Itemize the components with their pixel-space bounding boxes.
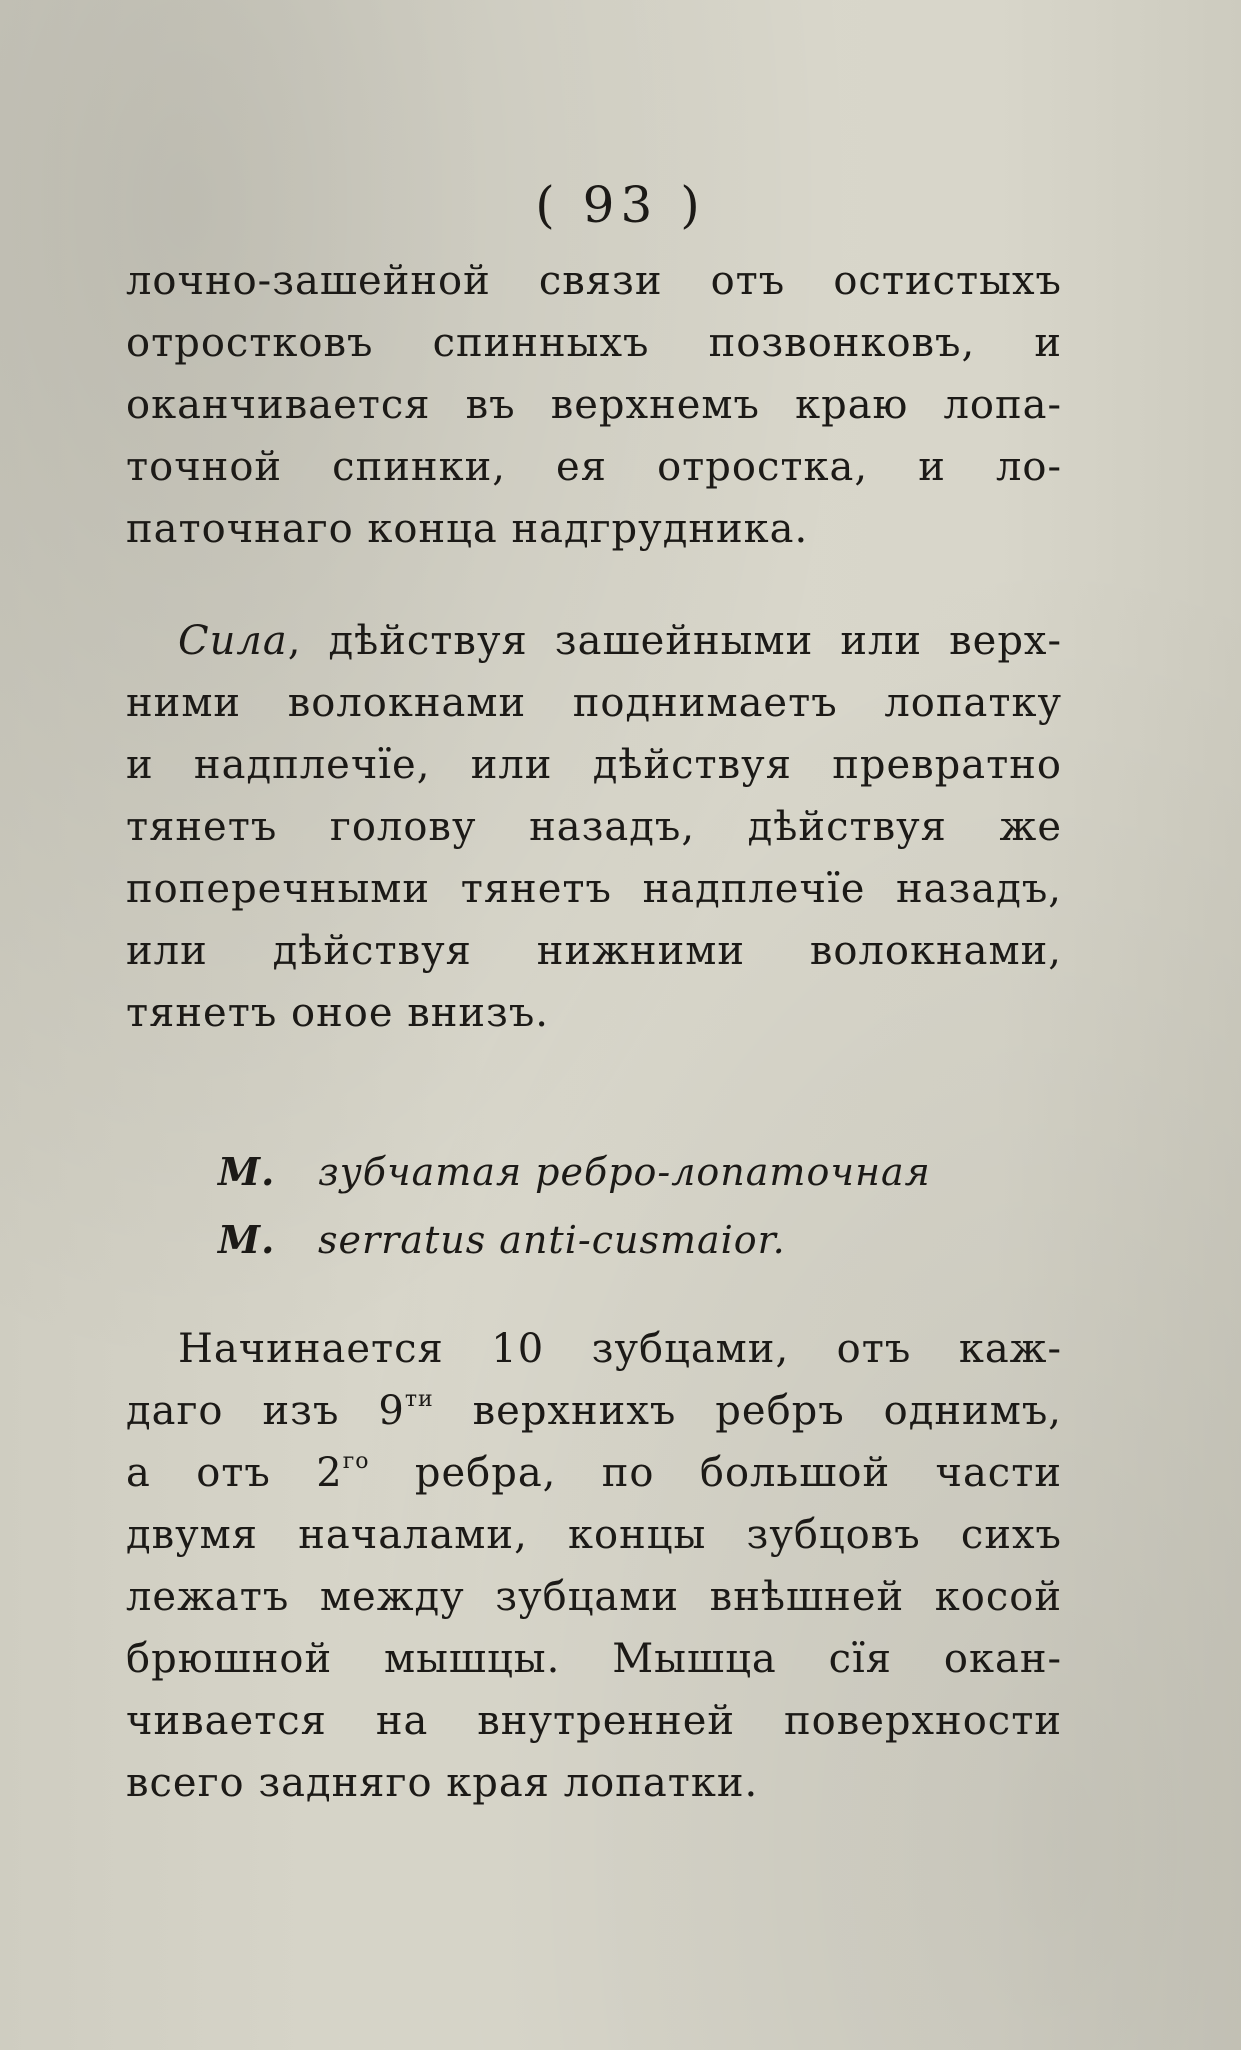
page-number: ( 93 ) xyxy=(535,176,706,234)
text-fragment: , дѣйствуя зашейными или верх- xyxy=(287,618,1062,664)
superscript: го xyxy=(342,1449,370,1474)
text-line: лочно-зашейной связи отъ остистыхъ xyxy=(126,258,1062,304)
text-line xyxy=(126,610,1062,672)
text-line: лежатъ между зубцами внѣшней косой xyxy=(126,1574,1062,1620)
text-fragment: ребра, по большой части xyxy=(369,1450,1062,1496)
paragraph-1 xyxy=(126,250,1062,560)
text-line: всего задняго края лопатки. xyxy=(126,1760,759,1806)
muscle-heading xyxy=(218,1138,1018,1274)
text-line: двумя началами, концы зубцовъ сихъ xyxy=(126,1512,1062,1558)
text-line: ними волокнами поднимаетъ лопатку xyxy=(126,680,1062,726)
text-fragment: даго изъ 9 xyxy=(126,1388,405,1434)
paragraph-3 xyxy=(126,1318,1062,1814)
superscript: ти xyxy=(404,1387,434,1412)
text-line: поперечными тянетъ надплечїе назадъ, xyxy=(126,866,1062,912)
text-line: чивается на внутренней поверхности xyxy=(126,1698,1062,1744)
text-line: паточнаго конца надгрудника. xyxy=(126,506,809,552)
text-line: или дѣйствуя нижними волокнами, xyxy=(126,928,1062,974)
heading-name: зубчатая ребро-лопаточная xyxy=(318,1150,931,1194)
text-line: отростковъ спинныхъ позвонковъ, и xyxy=(126,320,1062,366)
text-line: Начинается 10 зубцами, отъ каж- xyxy=(178,1326,1062,1372)
paragraph-2 xyxy=(126,610,1062,1044)
text-line xyxy=(126,1442,1062,1504)
text-line: тянетъ оное внизъ. xyxy=(126,990,550,1036)
text-fragment: а отъ 2 xyxy=(126,1450,343,1496)
text-line: оканчивается въ верхнемъ краю лопа- xyxy=(126,382,1062,428)
heading-label: М. xyxy=(218,1149,276,1194)
text-line: точной спинки, ея отростка, и ло- xyxy=(126,444,1062,490)
text-line xyxy=(126,1380,1062,1442)
text-line: брюшной мышцы. Мышца сїя окан- xyxy=(126,1636,1062,1682)
heading-russian xyxy=(218,1138,1018,1206)
text-line: и надплечїе, или дѣйствуя превратно xyxy=(126,742,1062,788)
heading-label: M. xyxy=(218,1217,276,1262)
lead-word: Сила xyxy=(178,618,288,664)
heading-latin xyxy=(218,1206,1018,1274)
text-line: тянетъ голову назадъ, дѣйствуя же xyxy=(126,804,1062,850)
text-fragment: верхнихъ ребръ однимъ, xyxy=(433,1388,1062,1434)
heading-name: serratus anti-cusmaior. xyxy=(318,1218,786,1262)
